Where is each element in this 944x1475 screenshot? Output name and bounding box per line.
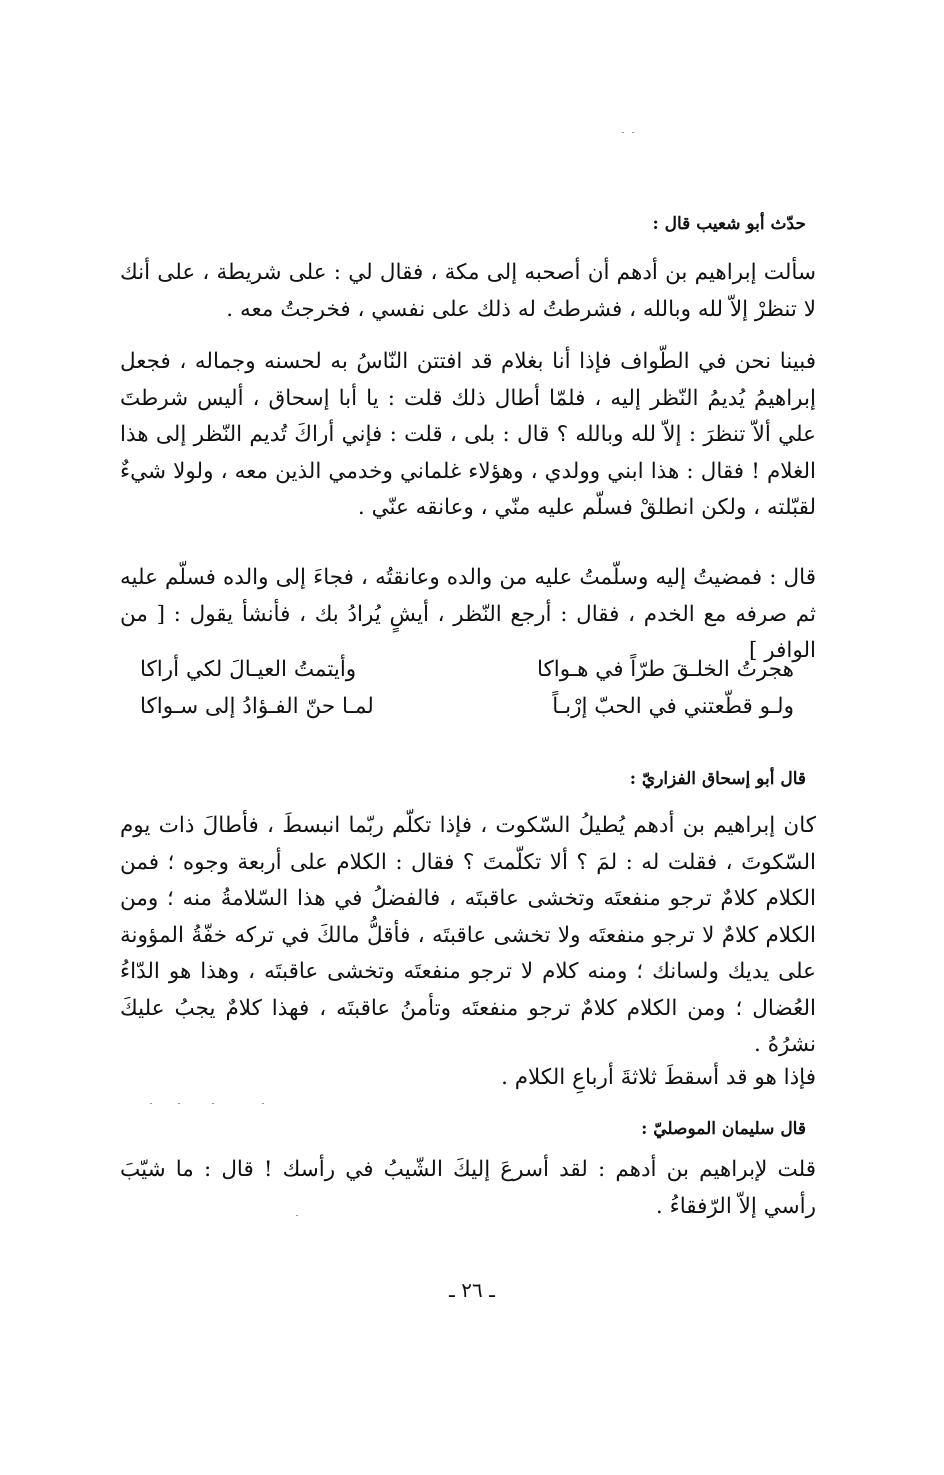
- verse-second-hemistich: وأيتمتُ العيـالَ لكي أراكا: [140, 657, 357, 682]
- paragraph-greeting: قال : فمضيتُ إليه وسلّمتُ عليه من والده وعانقتُه ، فجاءَ إلى والده فسلّم عليه ثم صرفه مع الخدم ، فقال : أرجع النّظر ، أيشٍ يُرادُ بك ، فأنشأ يقول : [ من الوافر ]: [120, 565, 816, 663]
- verse-second-hemistich: لمـا حنّ الفـؤادُ إلى سـواكا: [140, 694, 374, 719]
- section-heading-mawsili: قال سليمان الموصليّ :: [641, 1119, 806, 1139]
- verse-line: [140, 651, 794, 688]
- paragraph-tawaf: فبينا نحن في الطّواف فإذا أنا بغلام قد افتتن النّاسُ به لحسنه وجماله ، فجعل إبراهيمُ يُديمُ النّظر إليه ، فلمّا أطال ذلك قلت : يا أبا إسحاق ، أليس شرطتَ علي ألاّ تنظرَ : إلاّ لله وبالله ؟ قال : بلى ، قلت : فإني أراكَ تُديم النّظر إلى هذا الغلام ! فقال : هذا ابني وولدي ، وهؤلاء غلماني وخدمي الذين معه ، ولولا شيءٌ لقبّلته ، ولكن انطلقْ فسلّم عليه منّي ، وعانقه عنّي .: [120, 349, 816, 520]
- verse-first-hemistich: هجرتُ الخلـقَ طرّاً في هـواكا: [536, 657, 794, 682]
- verse-line: [140, 688, 794, 725]
- paragraph-speech-kinds: كان إبراهيم بن أدهم يُطيلُ السّكوت ، فإذا تكلّم ربّما انبسطَ ، فأطالَ ذات يوم السّكوتَ ، فقلت له : لمَ ؟ ألا تكلّمتَ ؟ فقال : الكلام على أربعة وجوه ؛ فمن الكلام كلامٌ ترجو منفعتَه وتخشى عاقبتَه ، فالفضلُ في هذا السّلامةُ منه ؛ ومن الكلام كلامٌ لا ترجو منفعتَه ولا تخشى عاقبتَه ، فأقلُّ مالكَ في تركه خفّةُ المؤونة على يديك ولسانك ؛ ومنه كلام لا ترجو منفعتَه وتخشى عاقبتَه ، وهذا هو الدّاءُ العُضال ؛ ومن الكلام كلامٌ ترجو منفعتَه وتأمنُ عاقبتَه ، فهذا كلامٌ يجبُ عليكَ نشرُهُ .: [120, 813, 816, 1057]
- paragraph-gray-hair: قلت لإبراهيم بن أدهم : لقد أسرعَ إليكَ الشّيبُ في رأسك ! قال : ما شيّبَ رأسي إلاّ الرّفقاءُ .: [120, 1157, 816, 1219]
- section-heading-abu-shuayb: حدّث أبو شعيب قال :: [652, 214, 806, 234]
- paragraph-conclusion: فإذا هو قد أسقطَ ثلاثةَ أرباعِ الكلام .: [501, 1065, 816, 1090]
- section-heading-fazari: قال أبو إسحاق الفزاريّ :: [629, 769, 806, 789]
- poem: [140, 651, 794, 725]
- verse-first-hemistich: ولـو قطّعتني في الحبّ إرْبـاً: [552, 694, 794, 719]
- paragraph-covenant: سألت إبراهيم بن أدهم أن أصحبه إلى مكة ، فقال لي : على شريطة ، على أنك لا تنظرْ إلاّ لله وبالله ، فشرطتُ له ذلك على نفسي ، فخرجتُ معه .: [120, 260, 816, 322]
- page-number: ـ ٢٦ ـ: [449, 1278, 495, 1302]
